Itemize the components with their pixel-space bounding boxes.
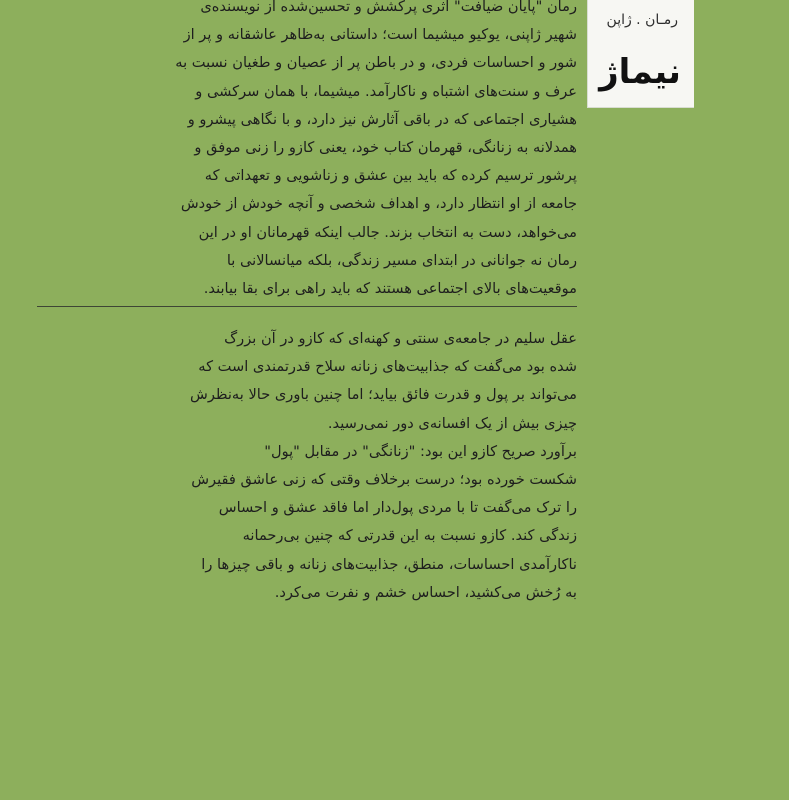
section-divider (37, 306, 577, 307)
excerpt-line-6: شکست خورده بود؛ درست برخلاف وقتی که زنی عاشق فقیرش (191, 471, 577, 489)
excerpt-paragraph (37, 325, 577, 607)
synopsis-line-9: می‌خواهد، دست به انتخاب بزند. جالب اینکه قهرمانان او در این (198, 223, 577, 241)
synopsis-line-11: موقعیت‌های بالای اجتماعی هستند که باید راهی برای بقا بیابند. (203, 280, 577, 298)
synopsis-line-3: شور و احساسات فردی، و در باطن پر از عصیان و طغیان نسبت به (175, 54, 577, 72)
synopsis-line-2: شهیر ژاپنی، یوکیو میشیما است؛ داستانی به‌ظاهر عاشقانه و پر از (183, 26, 577, 44)
synopsis-line-7: پرشور ترسیم کرده که باید بین عشق و زناشویی و تعهداتی که (204, 167, 577, 185)
excerpt-line-4: چیزی بیش از یک افسانه‌ی دور نمی‌رسید. (327, 414, 577, 432)
excerpt-line-2: شده بود می‌گفت که جذابیت‌های زنانه سلاح قدرتمندی است که (198, 358, 577, 376)
synopsis-line-4: عرف و سنت‌های اشتباه و ناکارآمد. میشیما، با همان سرکشی و (195, 82, 577, 100)
excerpt-line-1: عقل سلیم در جامعه‌ی سنتی و کهنه‌ای که کازو در آن بزرگ (224, 330, 577, 347)
excerpt-line-10: به رُخش می‌کشید، احساس خشم و نفرت می‌کرد. (274, 583, 577, 601)
excerpt-line-3: می‌تواند بر پول و قدرت فائق بیاید؛ اما چنین باوری حالا به‌نظرش (190, 386, 577, 404)
publisher-badge (587, 0, 694, 108)
excerpt-line-7: را ترک می‌گفت تا با مردی پول‌دار اما فاقد عشق و احساس (218, 499, 577, 517)
synopsis-paragraph (37, 0, 577, 303)
excerpt-line-9: ناکارآمدی احساسات، منطق، جذابیت‌های زنانه و باقی چیزها را (201, 555, 577, 573)
synopsis-line-10: رمان نه جوانانی در ابتدای مسیر زندگی، بلکه میانسالانی با (226, 251, 577, 269)
synopsis-line-5: هشیاری اجتماعی که در باقی آثارش نیز دارد، و با نگاهی پیشرو و (187, 110, 577, 128)
series-label: رمـان . ژاپن (606, 12, 678, 28)
excerpt-line-8: زندگی کند. کازو نسبت به این قدرتی که چنین بی‌رحمانه (242, 527, 577, 545)
synopsis-line-6: همدلانه به زنانگی، قهرمان کتاب خود، یعنی کازو را زنی موفق و (194, 139, 577, 157)
publisher-logo-text: نیماژ (599, 52, 681, 92)
synopsis-line-8: جامعه از او انتظار دارد، و اهداف شخصی و آنچه خودش از خودش (180, 195, 577, 213)
synopsis-line-1: رمان "پایان ضیافت" اثری پرکشش و تحسین‌شده از نویسنده‌ی (200, 0, 577, 15)
publisher-logo (596, 48, 684, 96)
excerpt-line-5: برآورد صریح کازو این بود: "زنانگی" در مقابل "پول" (264, 442, 577, 460)
